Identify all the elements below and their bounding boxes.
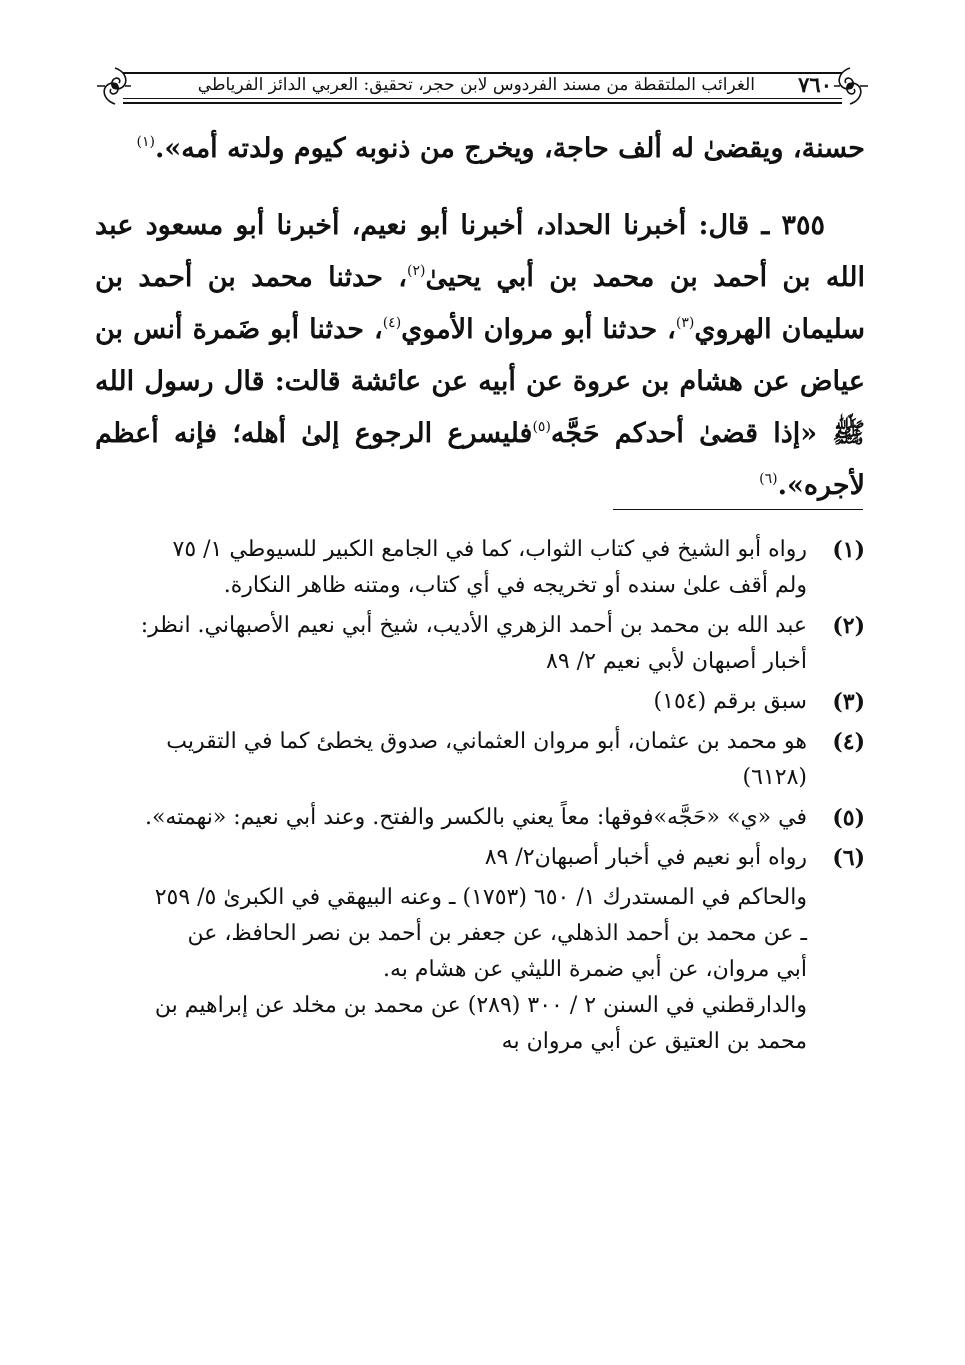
running-title: الغرائب الملتقطة من مسند الفردوس لابن حجر، تحقيق: العربي الدائز الفرياطي [197,75,755,95]
footnote-line: في «ي» «حَجَّه»فوقها: معاً يعني بالكسر والفتح. وعند أبي نعيم: «نهمته». [144,805,807,830]
paragraph-text: فليسرع الرجوع إلىٰ أهله؛ فإنه أعظم لأجره». [95,418,865,501]
paragraph-text: حسنة، ويقضىٰ له ألف حاجة، ويخرج من ذنوبه كيوم ولدته أمه». [154,133,865,164]
paragraph-text: ، حدثنا أبو ضَمرة أنس بن عياض عن هشام بن عروة عن أبيه عن عائشة قالت: قال رسول الله ﷺ «إذا قضىٰ أحدكم حَجَّه [95,314,865,449]
footnote-ref-5[interactable]: (٥) [532,419,551,435]
footnote-line: رواه أبو الشيخ في كتاب الثواب، كما في الجامع الكبير للسيوطي ١/ ٧٥ [172,537,807,562]
footnote-line: أخبار أصبهان لأبي نعيم ٢/ ٨٩ [546,649,807,674]
footnote-6 [95,840,865,876]
right-ornament-icon [830,64,870,108]
footnote-5 [95,800,865,836]
footnote-separator [613,509,863,510]
paragraph-text: ٣٥٥ ـ قال: أخبرنا الحداد، أخبرنا أبو نعيم، أخبرنا أبو مسعود عبد الله بن أحمد بن محمد بن أبي يحيىٰ [95,210,865,293]
footnote-line: محمد بن العتيق عن أبي مروان به [501,1029,807,1054]
footnote-4 [95,724,865,796]
page-header [95,60,870,116]
footnote-number: (٢) [832,613,865,639]
footnote-number: (١) [832,537,865,563]
page-number: ٧٦٠ [798,72,832,97]
footnote-ref-4[interactable]: (٤) [382,315,402,331]
footnote-line: ولم أقف علىٰ سنده أو تخريجه في أي كتاب، ومتنه ظاهر النكارة. [223,573,807,598]
footnote-line: عبد الله بن محمد بن أحمد الزهري الأديب، شيخ أبي نعيم الأصبهاني. انظر: [140,613,807,638]
footnotes [95,532,865,1060]
footnote-ref-2[interactable]: (٢) [406,263,426,279]
footnote-3 [95,684,865,720]
footnote-1 [95,532,865,604]
footnote-ref-3[interactable]: (٣) [675,315,695,331]
paragraph-continuation [95,123,865,175]
footnote-number: (٤) [832,729,865,755]
footnote-line: والحاكم في المستدرك ١/ ٦٥٠ (١٧٥٣) ـ وعنه البيهقي في الكبرىٰ ٥/ ٢٥٩ [154,885,807,910]
footnote-line: هو محمد بن عثمان، أبو مروان العثماني، صدوق يخطئ كما في التقريب [166,729,807,754]
footnote-number: (٣) [832,689,865,715]
footnote-6-continuation [95,880,865,1060]
footnote-2 [95,608,865,680]
footnote-line: أبي مروان، عن أبي ضمرة الليثي عن هشام به. [383,957,807,982]
main-text [95,123,865,512]
footnote-ref-6[interactable]: (٦) [759,471,778,487]
footnote-number: (٦) [832,845,865,871]
paragraph-text: ، حدثنا محمد بن أحمد بن سليمان الهروي [95,262,866,345]
footnote-ref-1[interactable]: (١) [136,134,155,150]
left-ornament-icon [95,64,135,108]
paragraph-text: ، حدثنا أبو مروان الأموي [401,314,676,345]
footnote-line: رواه أبو نعيم في أخبار أصبهان٢/ ٨٩ [484,845,807,870]
footnote-line: (٦١٢٨) [742,765,807,790]
hadith-paragraph [95,200,865,512]
footnote-line: والدارقطني في السنن ٢ / ٣٠٠ (٢٨٩) عن محمد بن مخلد عن إبراهيم بن [154,993,807,1018]
footnote-line: سبق برقم (١٥٤) [653,689,807,714]
footnote-number: (٥) [832,805,865,831]
footnote-line: ـ عن محمد بن أحمد الذهلي، عن جعفر بن أحمد بن نصر الحافظ، عن [187,921,807,946]
